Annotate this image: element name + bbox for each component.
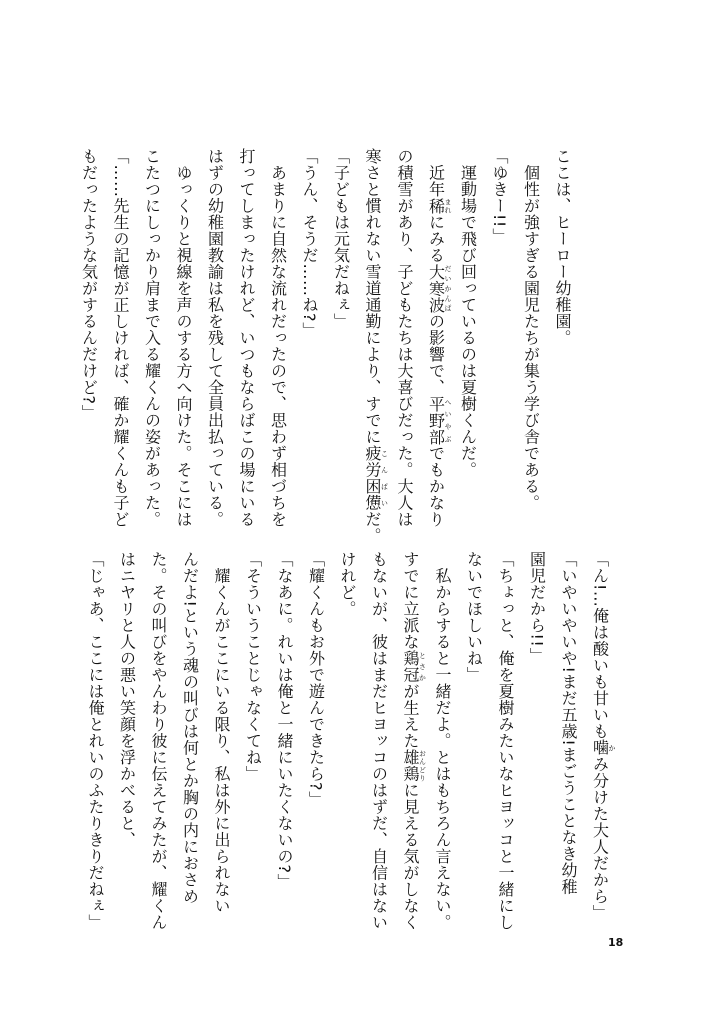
- furigana-word: [426, 263, 452, 314]
- text-line: [73, 148, 105, 498]
- text-line: [521, 551, 553, 951]
- text-line: [174, 551, 206, 951]
- furigana-word: [590, 739, 616, 756]
- text-block-upper: [79, 148, 578, 544]
- ruby-base: 大寒波: [426, 263, 446, 313]
- furigana-word: [401, 749, 427, 782]
- text-line: [231, 148, 263, 528]
- text-line: [484, 148, 516, 498]
- text-segment: はニヤリと人の悪い笑顔を浮かべると、: [117, 551, 137, 848]
- text-segment: 運動場で飛び回っているのは夏樹くんだ。: [458, 148, 478, 478]
- text-segment: ゆっくりと視線を声のする方へ向けた。そこには: [174, 148, 193, 528]
- text-segment: 「いやいやいや!まだ五歳!まごうことなき幼稚: [559, 551, 578, 895]
- furigana-word: [426, 197, 452, 215]
- ruby-base: 稀: [426, 197, 446, 214]
- text-line: [262, 148, 294, 528]
- text-segment: 「ちょっと、俺を夏樹みたいなヒヨッコと一緒にし: [496, 551, 515, 931]
- text-segment: 「ゆきー!!」: [490, 148, 509, 245]
- text-line: [111, 551, 143, 951]
- text-segment: 「なあに。れいは俺と一緒にいたくないの?」: [275, 551, 294, 890]
- text-segment: に見える気がしなく: [401, 782, 420, 931]
- ruby-base: 噛: [590, 739, 610, 756]
- ruby-base: 平野部: [426, 395, 446, 445]
- text-segment: 寒さと慣れない雪道通勤により、すでに: [363, 148, 382, 445]
- furigana-word: [363, 445, 389, 511]
- text-line: [420, 148, 452, 528]
- text-segment: 「ん!…俺は酸いも甘いも: [590, 551, 610, 740]
- text-segment: 「そういうことじゃなくてね」: [243, 551, 263, 782]
- ruby-reading: とさか: [418, 650, 427, 683]
- ruby-reading: こんぱい: [380, 445, 389, 511]
- text-segment: 園児だから!!」: [527, 551, 547, 664]
- ruby-base: 疲労困憊: [363, 445, 382, 511]
- text-line: [325, 148, 357, 498]
- text-line: [332, 551, 364, 951]
- text-segment: の影響で、: [426, 313, 446, 396]
- ruby-reading: おんどり: [418, 749, 427, 782]
- text-segment: けれど。: [338, 551, 357, 617]
- text-segment: もないが、彼はまだヒヨッコのはずだ、自信はない: [369, 551, 389, 931]
- text-segment: こたつにしっかり肩まで入る耀くんの姿があった。: [142, 148, 162, 528]
- text-segment: 個性が強すぎる園児たちが集う学び舎である。: [521, 148, 541, 511]
- text-segment: 「……先生の記憶が正しければ、確か耀くんも子ど: [111, 148, 130, 528]
- text-segment: の積雪があり、子どもたちは大喜びだった。大人は: [395, 148, 414, 528]
- ruby-base: 雄鶏: [401, 749, 420, 782]
- text-line: [136, 148, 168, 528]
- ruby-reading: だいかんぱ: [444, 263, 452, 313]
- text-segment: んだよ!という魂の叫びは何とか胸の内におさめ: [180, 551, 200, 905]
- furigana-word: [401, 650, 427, 683]
- text-line: [490, 551, 522, 951]
- text-line: [458, 551, 490, 951]
- text-segment: 「子どもは元気だねぇ」: [331, 148, 351, 330]
- text-line: [294, 148, 326, 498]
- text-segment: が生えた: [401, 683, 420, 749]
- ruby-reading: まれ: [444, 197, 452, 214]
- text-line: [206, 551, 238, 951]
- text-line: [269, 551, 301, 951]
- text-line: [143, 551, 175, 951]
- text-segment: み分けた大人だから」: [590, 755, 610, 921]
- text-block-lower: [86, 551, 616, 951]
- text-segment: た。その叫びをやんわり彼に伝えてみたが、耀くん: [149, 551, 168, 931]
- ruby-reading: か: [608, 739, 616, 756]
- text-segment: あまりに自然な流れだったので、思わず相づちを: [268, 148, 288, 528]
- text-line: [168, 148, 200, 528]
- text-segment: 「耀くんもお外で遊んできたら?」: [306, 551, 326, 808]
- text-segment: すでに立派な: [401, 551, 420, 650]
- text-line: [427, 551, 459, 951]
- ruby-reading: へいやぶ: [444, 395, 452, 445]
- text-segment: でもかなり: [426, 445, 446, 528]
- text-line: [357, 148, 389, 544]
- text-segment: だ。: [363, 511, 382, 544]
- text-segment: もだったような気がするんだけど?」: [79, 148, 99, 421]
- text-line: [105, 148, 137, 528]
- text-line: [584, 551, 616, 951]
- text-segment: にみる: [426, 214, 446, 264]
- text-line: [363, 551, 395, 951]
- text-line: [300, 551, 332, 951]
- ruby-base: 鶏冠: [401, 650, 420, 683]
- text-segment: 「じゃあ、ここには俺とれいのふたりきりだねぇ」: [86, 551, 105, 931]
- text-segment: 近年: [426, 148, 446, 198]
- text-line: [389, 148, 421, 528]
- text-line: [199, 148, 231, 528]
- text-segment: 耀くんがここにいる限り、私は外に出られない: [212, 551, 231, 914]
- text-segment: はずの幼稚園教諭は私を残して全員出払っている。: [205, 148, 225, 528]
- text-line: [80, 551, 112, 951]
- text-line: [547, 148, 579, 498]
- text-line: [515, 148, 547, 511]
- text-line: [395, 551, 427, 951]
- text-line: [553, 551, 585, 951]
- text-segment: ここは、ヒーロー幼稚園。: [553, 148, 572, 346]
- text-segment: 打ってしまったけれど、いつもならばこの場にいる: [237, 148, 256, 528]
- text-segment: 私からすると一緒だよ。とはもちろん言えない。: [433, 551, 452, 931]
- text-line: [452, 148, 484, 498]
- text-segment: 「うん、そうだ……ね?」: [300, 148, 319, 339]
- page-number: 18: [608, 936, 624, 949]
- text-segment: ないでほしいね」: [464, 551, 484, 683]
- furigana-word: [426, 395, 452, 446]
- text-line: [237, 551, 269, 951]
